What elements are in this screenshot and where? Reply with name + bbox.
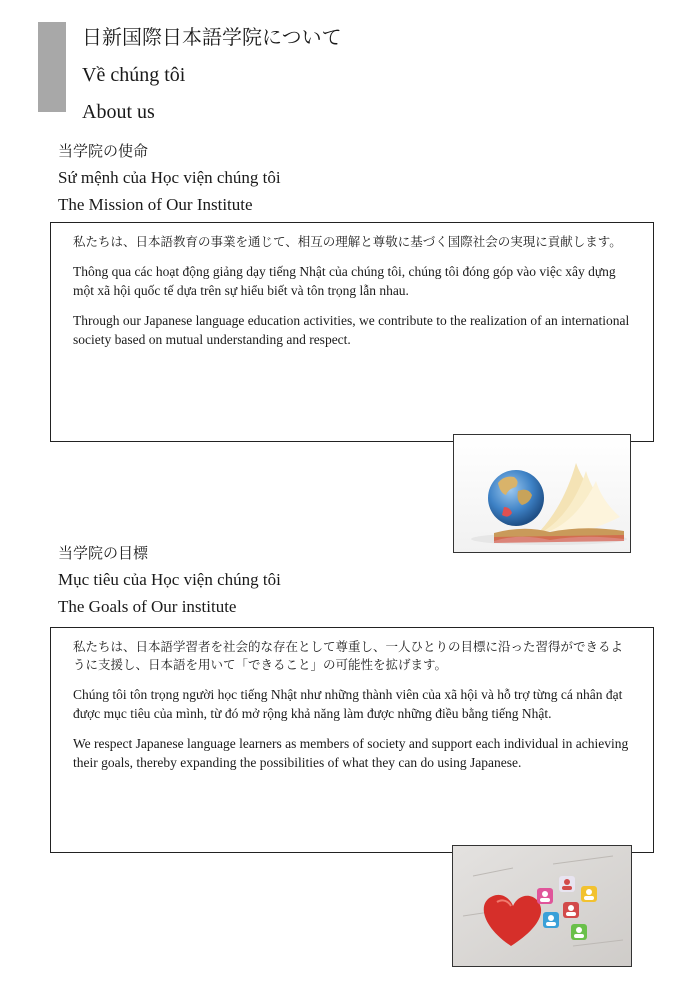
heart-people-photo: [452, 845, 632, 967]
header-title-jp: 日新国際日本語学院について: [82, 27, 342, 49]
goals-text-box: [50, 627, 654, 853]
mission-heading: [58, 140, 281, 218]
goals-text-vi: Chúng tôi tôn trọng người học tiếng Nhật như những thành viên của xã hội và hỗ trợ từng cá nhân đạt được mục tiêu của mình, từ đó mở rộng khả năng làm được những điều bằng tiếng Nhật.: [73, 687, 623, 721]
mission-title-jp: 当学院の使命: [58, 144, 149, 160]
goals-heading: [58, 542, 281, 620]
header-accent-bar: [38, 22, 66, 112]
mission-title-en: The Mission of Our Institute: [58, 195, 253, 214]
mission-title-vi: Sứ mệnh của Học viện chúng tôi: [58, 168, 281, 187]
mission-text-en: Through our Japanese language education activities, we contribute to the realization of an international society based on mutual understanding and respect.: [73, 313, 630, 347]
goals-title-jp: 当学院の目標: [58, 546, 149, 562]
heart-people-illustration: [453, 846, 631, 966]
mission-text-box: [50, 222, 654, 442]
goals-text-en: We respect Japanese language learners as members of society and support each individual in achieving their goals, thereby expanding the possibilities of what they can do using Japanese.: [73, 736, 629, 770]
globe-book-illustration: [454, 435, 630, 552]
header-title-en: About us: [82, 101, 155, 123]
globe-book-photo: [453, 434, 631, 553]
page-header: [82, 20, 342, 131]
header-title-vi: Về chúng tôi: [82, 64, 186, 86]
mission-text-jp: 私たちは、日本語教育の事業を通じて、相互の理解と尊敬に基づく国際社会の実現に貢献します。: [73, 235, 622, 249]
goals-text-jp: 私たちは、日本語学習者を社会的な存在として尊重し、一人ひとりの目標に沿った習得ができるように支援し、日本語を用いて「できること」の可能性を拡げます。: [73, 640, 624, 672]
mission-text-vi: Thông qua các hoạt động giảng dạy tiếng Nhật của chúng tôi, chúng tôi đóng góp vào việc xây dựng một xã hội quốc tế dựa trên sự hiểu biết và tôn trọng lẫn nhau.: [73, 264, 616, 298]
goals-title-en: The Goals of Our institute: [58, 597, 237, 616]
goals-title-vi: Mục tiêu của Học viện chúng tôi: [58, 570, 281, 589]
